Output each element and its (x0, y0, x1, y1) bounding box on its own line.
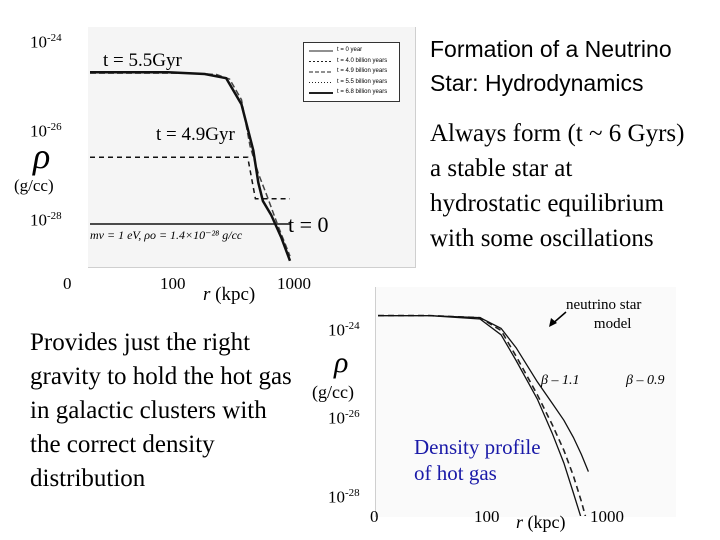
slide-body-line-3: in galactic clusters with (30, 397, 267, 424)
chart1-legend-entries (337, 45, 387, 98)
chart2-annotation-beta09: β – 0.9 (626, 373, 665, 388)
chart1-ytick-2: $10^{-26}$ (30, 121, 62, 141)
chart1-legend-entry-2: t = 4.0 billion years (337, 57, 388, 64)
chart2-series-line-1 (378, 316, 588, 528)
chart2-xtick-2: 100 (474, 507, 500, 526)
slide-note-line-1: Always form (t ~ 6 Gyrs) (430, 120, 685, 147)
chart1-xtick-3: 1000 (277, 274, 311, 293)
chart2-ytick-3: $10^{-28}$ (328, 487, 360, 507)
chart2-xtick-3: 1000 (590, 507, 624, 526)
chart2-ylabel-rho: ρ (334, 346, 349, 379)
chart1-xlabel-unit: (kpc) (215, 284, 256, 305)
chart1-annotation-t55: t = 5.5Gyr (103, 50, 182, 71)
slide-note-line-2: a stable star at (430, 155, 573, 182)
slide-body-line-2: gravity to hold the hot gas (30, 363, 292, 390)
chart2-annotation-density-profile (414, 434, 541, 486)
chart2-density-profile-line-2: of hot gas (414, 461, 497, 485)
chart2-annotation-ns-model (566, 296, 641, 334)
chart2-annotation-beta11: β – 1.1 (541, 373, 580, 388)
chart1-legend-entry-1: t = 0 year (337, 47, 363, 53)
chart1-legend-entry-4: t = 5.5 billion years (337, 78, 388, 85)
chart1-xtick-2: 100 (160, 274, 186, 293)
slide-title-line-1: Formation of a Neutrino (430, 36, 672, 62)
chart2-xlabel-unit: (kpc) (527, 512, 566, 532)
slide-note (430, 116, 684, 256)
slide-title (430, 32, 672, 100)
chart1-annotation-t49: t = 4.9Gyr (156, 124, 235, 145)
chart2-annotation-ns-line-1: neutrino star (566, 297, 642, 313)
chart2-xlabel (516, 512, 566, 533)
slide-body (30, 326, 292, 496)
chart2-annotation-arrowhead (549, 318, 557, 327)
slide-body-line-4: the correct density (30, 431, 215, 458)
chart1-xlabel (203, 284, 255, 306)
chart2-ytick-2: $10^{-26}$ (328, 408, 360, 428)
chart1-ytick-3: $10^{-28}$ (30, 210, 62, 230)
chart2-annotation-ns-line-2: model (593, 316, 632, 332)
chart1-xlabel-r: r (203, 284, 211, 305)
chart1-legend-entry-5: t = 6.8 billion years (337, 89, 388, 95)
chart2-ytick-1: $10^{-24}$ (328, 320, 360, 340)
slide-note-line-3: hydrostatic equilibrium (430, 190, 664, 217)
chart1-ylabel-rho: ρ (33, 136, 51, 176)
slide-body-line-1: Provides just the right (30, 329, 251, 356)
chart2-xlabel-r: r (516, 512, 524, 532)
chart1-xtick-1: 0 (63, 274, 72, 293)
chart2-xtick-1: 0 (370, 507, 379, 526)
slide-note-line-4: with some oscillations (430, 225, 654, 252)
chart2-density-profile-line-1: Density profile (414, 435, 541, 459)
slide-title-line-2: Star: Hydrodynamics (430, 70, 644, 96)
chart1-annotation-t0: t = 0 (288, 212, 329, 237)
slide-body-line-5: distribution (30, 465, 146, 492)
chart1-parameter-note: mν = 1 eV, ρo = 1.4×10⁻²⁸ g/cc (90, 228, 243, 242)
chart1-legend-entry-3: t = 4.9 billion years (337, 68, 388, 74)
chart1-ylabel-unit: (g/cc) (14, 176, 54, 195)
chart2-ylabel-unit: (g/cc) (312, 382, 354, 402)
chart1-ytick-1: $10^{-24}$ (30, 32, 62, 52)
